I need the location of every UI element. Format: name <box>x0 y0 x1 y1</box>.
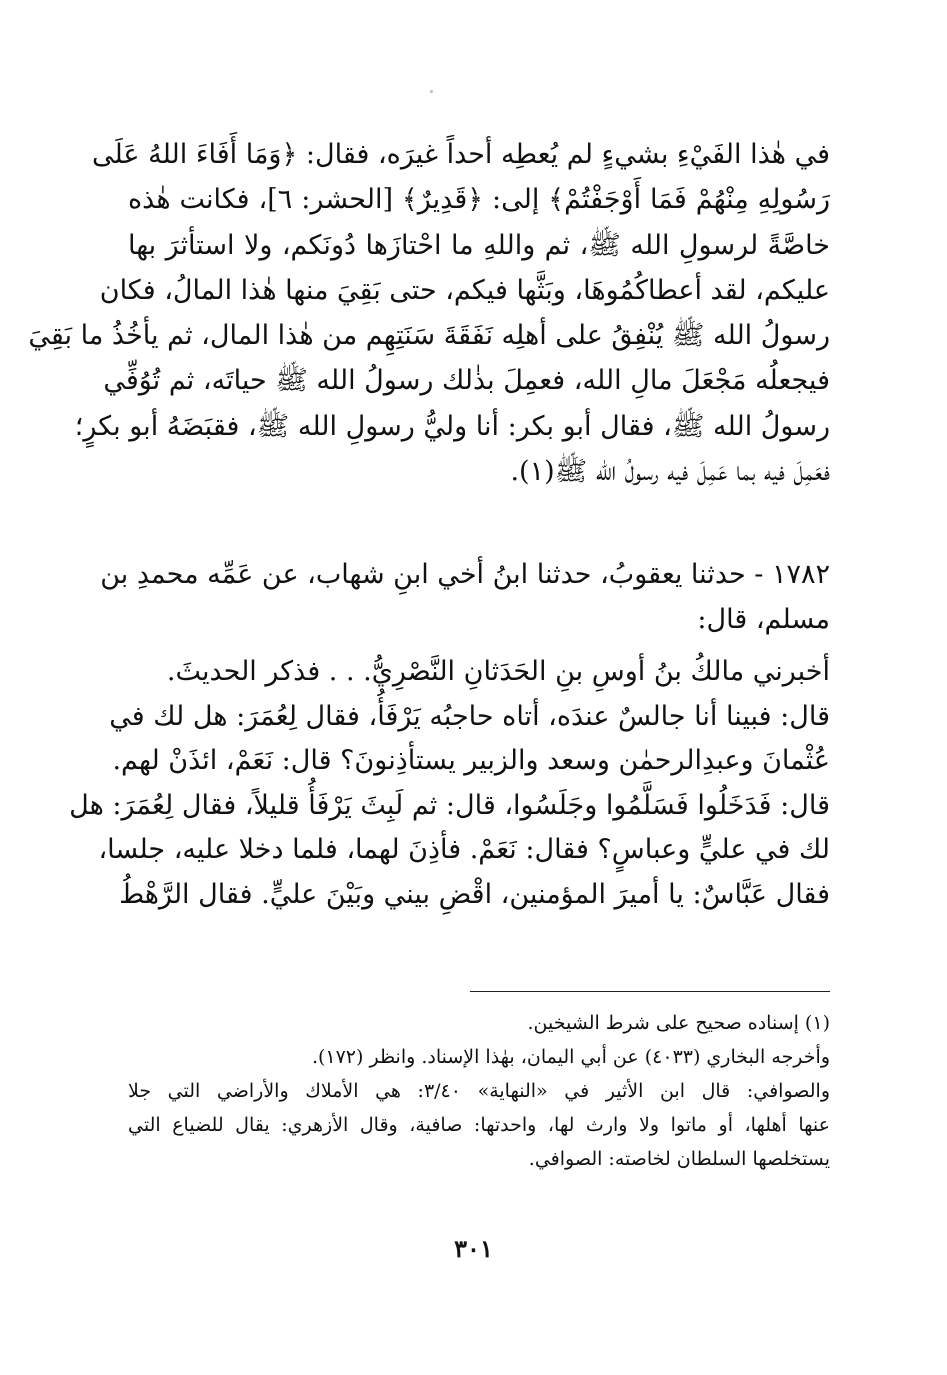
text-line: فيجعلُه مَجْعَلَ مالِ الله، فعمِلَ بذٰلك رسولُ الله ﷺ حياتَه، ثم تُوُفِّي <box>103 365 830 397</box>
main-paragraph <box>28 132 830 494</box>
text-line: عُثْمانَ وعبدِالرحمٰن وسعد والزبير يستأذِنونَ؟ قال: نَعَمْ، ائذَنْ لهم. <box>112 745 830 776</box>
footnote-line: وأخرجه البخاري (٤٠٣٣) عن أبي اليمان، بهٰذا الإسناد. وانظر (١٧٢). <box>311 1046 830 1068</box>
footnote-line: (١) إسناده صحيح على شرط الشيخين. <box>527 1012 830 1034</box>
text-line: رسولُ الله ﷺ، فقال أبو بكر: أنا وليُّ رسولِ الله ﷺ، فقبَضَهُ أبو بكرٍ؛ <box>74 410 830 442</box>
text-line: قال: فَدَخَلُوا فَسَلَّمُوا وجَلَسُوا، قال: ثم لَبِثَ يَرْفَأُ قليلاً، فقال لِعُمَرَ: هل <box>69 789 830 821</box>
text-line: فقال عَبَّاسٌ: يا أميرَ المؤمنين، اقْضِ بيني وبَيْنَ عليٍّ. فقال الرَّهْطُ <box>119 878 830 910</box>
text-line: رسولُ الله ﷺ يُنْفِقُ على أهلِه نَفَقَةَ سَنَتِهِم من هٰذا المال، ثم يأخُذُ ما بَقِيَ <box>28 320 830 352</box>
text-line: في هٰذا الفَيْءِ بشيءٍ لم يُعطِه أحداً غيرَه، فقال: ﴿وَمَا أَفَاءَ اللهُ عَلَى <box>91 139 830 170</box>
body-paragraph <box>69 650 830 917</box>
hadith-line: ١٧٨٢ - حدثنا يعقوبُ، حدثنا ابنُ أخي ابنِ شهاب، عن عَمِّه محمدِ بن <box>100 559 830 590</box>
hadith-line: مسلم، قال: <box>697 604 830 635</box>
text-line: قال: فبينا أنا جالسٌ عندَه، أتاه حاجبُه يَرْفَأُ، فقال لِعُمَرَ: هل لك في <box>109 700 830 732</box>
hadith-paragraph <box>100 552 830 642</box>
text-line: فعَمِلَ فيه بما عَمِلَ فيه رسولُ الله ﷺ(١). <box>510 456 830 488</box>
text-line: لك في عليٍّ وعباسٍ؟ فقال: نَعَمْ. فأذِنَ لهما، فلما دخلا عليه، جلسا، <box>98 834 830 865</box>
text-line: رَسُولِهِ مِنْهُمْ فَمَا أَوْجَفْتُمْ﴾ إلى: ﴿قَدِيرٌ﴾ [الحشر: ٦]، فكانت هٰذه <box>128 184 830 216</box>
footnote-divider <box>470 991 830 992</box>
text-line: خاصَّةً لرسولِ الله ﷺ، ثم واللهِ ما احْتازَها دُونَكم، ولا استأثرَ بها <box>128 229 830 261</box>
text-line: أخبرني مالكُ بنُ أوسِ بنِ الحَدَثانِ النَّصْرِيُّ. . . فذكر الحديثَ. <box>166 656 830 687</box>
footnotes <box>128 1006 830 1176</box>
footnote-line: والصوافي: قال ابن الأثير في «النهاية» ٣/٤٠: هي الأملاك والأراضي التي جلا <box>128 1080 830 1102</box>
page-speck <box>430 90 433 93</box>
footnote-line: يستخلصها السلطان لخاصته: الصوافي. <box>528 1148 830 1170</box>
text-line: عليكم، لقد أعطاكُمُوهَا، وبَثَّها فيكم، حتى بَقِيَ منها هٰذا المالُ، فكان <box>99 274 830 306</box>
footnote-line: عنها أهلها، أو ماتوا ولا وارث لها، واحدتها: صافية، وقال الأزهري: يقال للضياع التي <box>128 1114 830 1136</box>
page-number: ٣٠١ <box>454 1234 493 1263</box>
